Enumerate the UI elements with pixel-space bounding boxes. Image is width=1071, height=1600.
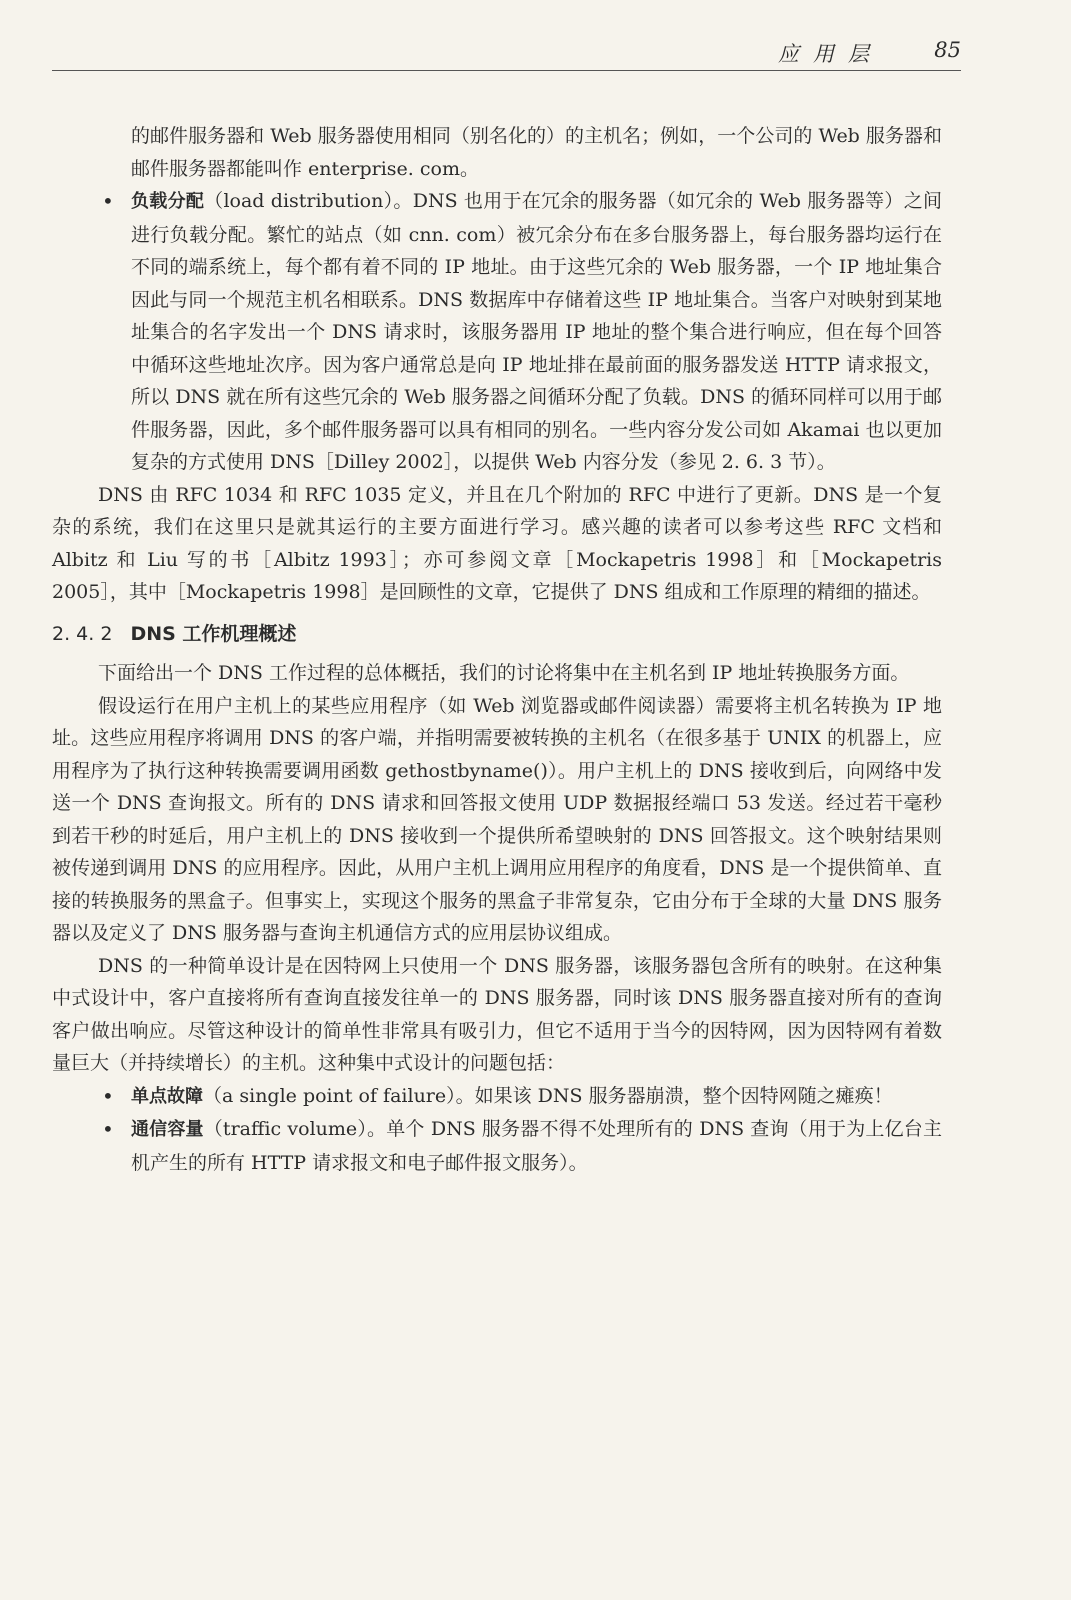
bullet-text: （load distribution）。DNS 也用于在冗余的服务器（如冗余的 Web 服务器等）之间进行负载分配。繁忙的站点（如 cnn. com）被冗余分布在多台服务器上，每台服务器均运行在不同的端系统上，每个都有着不同的 IP 地址。由于这些冗余的 Web 服务器，一个 IP 地址集合因此与同一个规范主机名相联系。DNS 数据库中存储着这些 IP 地址集合。当客户对映射到某地址集合的名字发出一个 DNS 请求时，该服务器用 IP 地址的整个集合进行响应，但在每个回答中循环这些地址次序。因为客户通常总是向 IP 地址排在最前面的服务器发送 HTTP 请求报文，所以 DNS 就在所有这些冗余的 Web 服务器之间循环分配了负载。DNS 的循环同样可以用于邮件服务器，因此，多个邮件服务器可以具有相同的别名。一些内容分发公司如 Akamai 也以更加复杂的方式使用 DNS［Dilley 2002］，以提供 Web 内容分发（参见 2. 6. 3 节）。 xyxy=(131,190,943,473)
paragraph-rfc: DNS 由 RFC 1034 和 RFC 1035 定义，并且在几个附加的 RFC 中进行了更新。DNS 是一个复杂的系统，我们在这里只是就其运行的主要方面进行学习。感兴趣的读者可以参考这些 RFC 文档和 Albitz 和 Liu 写的书［Albitz 1993］；亦可参阅文章［Mockapetris 1998］和［Mockapetris 2005］，其中［Mockapetris 1998］是回顾性的文章，它提供了 DNS 组成和工作原理的精细的描述。 xyxy=(52,483,942,603)
bullet-icon: • xyxy=(102,189,114,213)
section-number: 2. 4. 2 xyxy=(52,622,113,645)
bullet-text: （traffic volume）。单个 DNS 服务器不得不处理所有的 DNS 查询（用于为上亿台主机产生的所有 HTTP 请求报文和电子邮件报文服务）。 xyxy=(131,1118,942,1174)
header-title: 应用层 xyxy=(778,42,883,66)
bullet-term: 通信容量 xyxy=(131,1119,204,1140)
bullet-traffic-volume xyxy=(52,1113,942,1179)
section-title: DNS 工作机理概述 xyxy=(130,622,297,645)
bullet-text: （a single point of failure）。如果该 DNS 服务器崩溃，整个因特网随之瘫痪！ xyxy=(203,1084,893,1107)
bullet-icon: • xyxy=(102,1117,114,1141)
page-body xyxy=(52,120,942,1179)
paragraph-lookup: 假设运行在用户主机上的某些应用程序（如 Web 浏览器或邮件阅读器）需要将主机名转换为 IP 地址。这些应用程序将调用 DNS 的客户端，并指明需要被转换的主机名（在很多基于 UNIX 的机器上，应用程序为了执行这种转换需要调用函数 gethostbyname()）。用户主机上的 DNS 接收到后，向网络中发送一个 DNS 查询报文。所有的 DNS 请求和回答报文使用 UDP 数据报经端口 53 发送。经过若干毫秒到若干秒的时延后，用户主机上的 DNS 接收到一个提供所希望映射的 DNS 回答报文。这个映射结果则被传递到调用 DNS 的应用程序。因此，从用户主机上调用应用程序的角度看，DNS 是一个提供简单、直接的转换服务的黑盒子。但事实上，实现这个服务的黑盒子非常复杂，它由分布于全球的大量 DNS 服务器以及定义了 DNS 服务器与查询主机通信方式的应用层协议组成。 xyxy=(52,694,942,944)
bullet-term: 负载分配 xyxy=(131,191,205,212)
bullet-single-point-failure xyxy=(52,1080,942,1114)
bullet-icon: • xyxy=(102,1083,114,1108)
bullet-term: 单点故障 xyxy=(131,1085,203,1107)
continued-paragraph: 的邮件服务器和 Web 服务器使用相同（别名化的）的主机名；例如，一个公司的 Web 服务器和邮件服务器都能叫作 enterprise. com。 xyxy=(131,125,942,180)
bullet-load-distribution xyxy=(52,185,942,479)
section-heading xyxy=(52,618,942,651)
paragraph-centralized: DNS 的一种简单设计是在因特网上只使用一个 DNS 服务器，该服务器包含所有的映射。在这种集中式设计中，客户直接将所有查询直接发往单一的 DNS 服务器，同时该 DNS 服务器直接对所有的查询客户做出响应。尽管这种设计的简单性非常具有吸引力，但它不适用于当今的因特网，因为因特网有着数量巨大（并持续增长）的主机。这种集中式设计的问题包括： xyxy=(52,954,942,1074)
running-header xyxy=(52,34,961,71)
paragraph-overview: 下面给出一个 DNS 工作过程的总体概括，我们的讨论将集中在主机名到 IP 地址转换服务方面。 xyxy=(98,662,910,684)
page-number: 85 xyxy=(934,38,961,62)
